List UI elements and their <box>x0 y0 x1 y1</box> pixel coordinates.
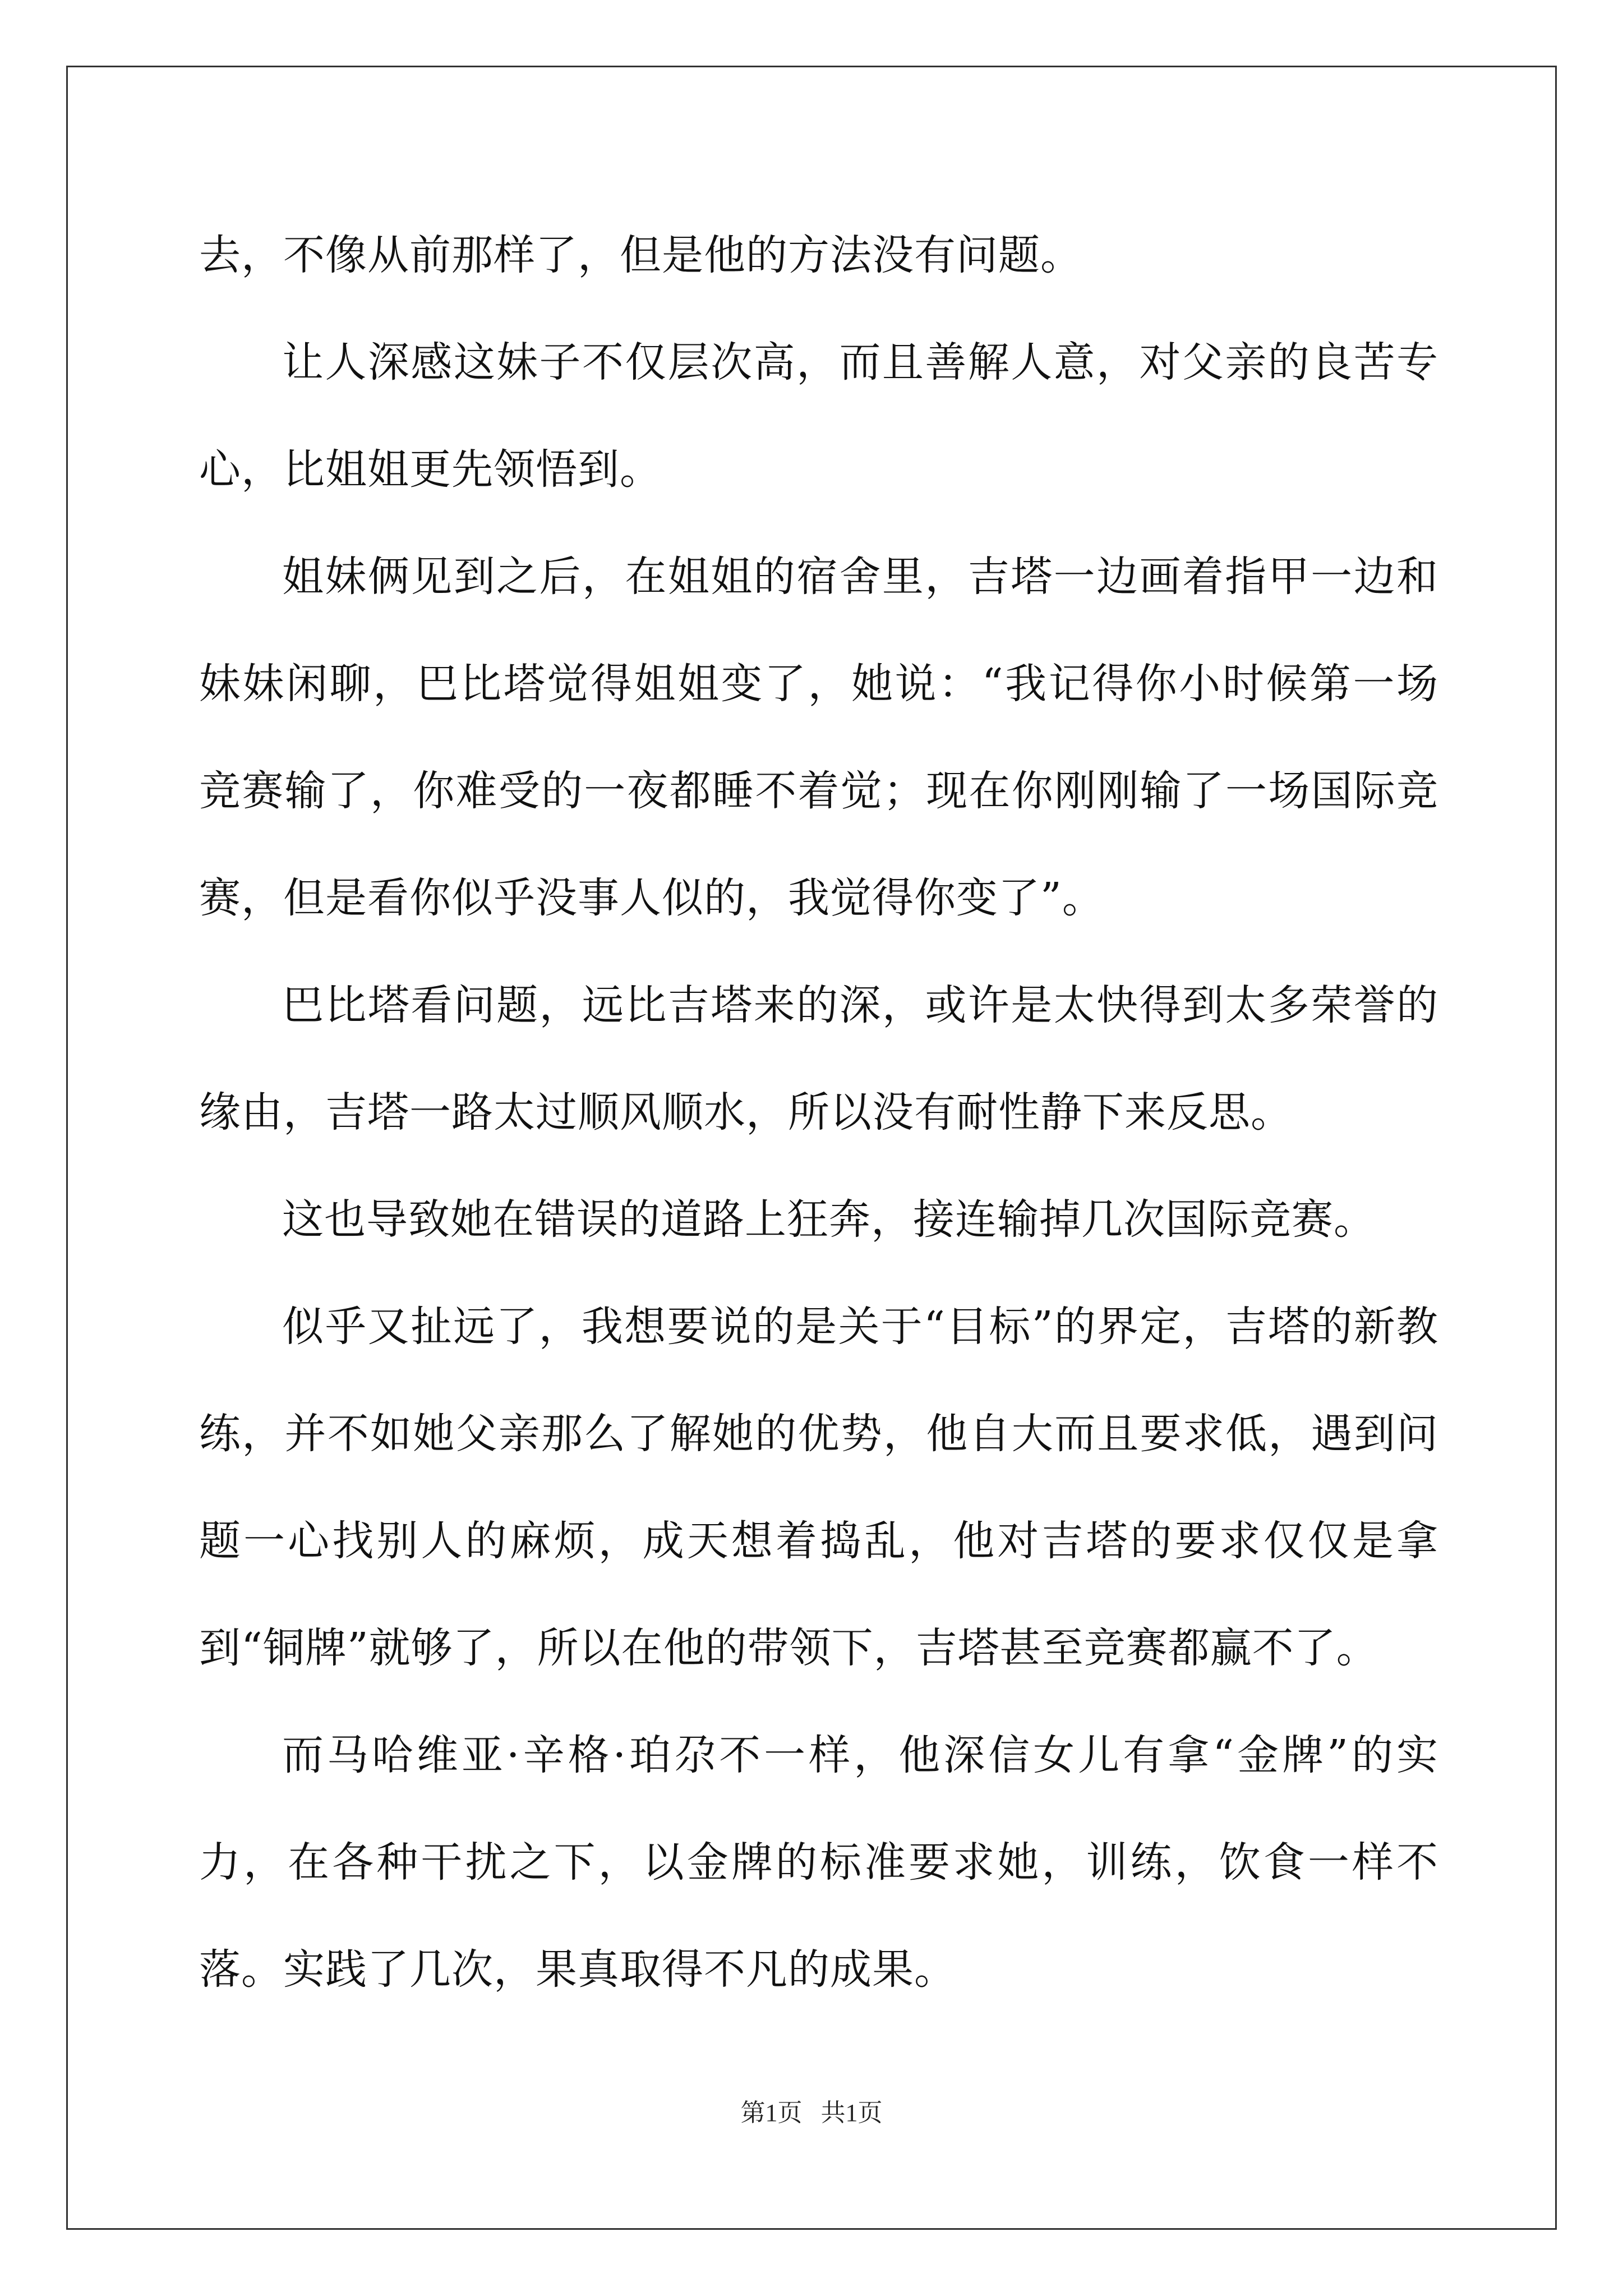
page-footer <box>0 2092 1623 2128</box>
page-number: 第1页 <box>740 2099 803 2127</box>
paragraph-1: 去，不像从前那样了，但是他的方法没有问题。 <box>199 231 1082 279</box>
paragraph-2: 让人深感这妹子不仅层次高，而且善解人意，对父亲的良苦专心，比姐姐更先领悟到。 <box>199 338 1438 494</box>
paragraph-7: 而马哈维亚·辛格·珀尕不一样，他深信女儿有拿“金牌”的实力，在各种干扰之下，以金牌的标准要求她，训练，饮食一样不落。实践了几次，果真取得不凡的成果。 <box>199 1731 1438 1994</box>
page-total: 共1页 <box>820 2099 883 2127</box>
paragraph-5: 这也导致她在错误的道路上狂奔，接连输掉几次国际竞赛。 <box>282 1195 1376 1244</box>
paragraph-6: 似乎又扯远了，我想要说的是关于“目标”的界定，吉塔的新教练，并不如她父亲那么了解她的优势，他自大而且要求低，遇到问题一心找别人的麻烦，成天想着捣乱，他对吉塔的要求仅仅是拿到“铜牌”就够了，所以在他的带领下，吉塔甚至竞赛都赢不了。 <box>199 1303 1438 1672</box>
paragraph-3: 姐妹俩见到之后，在姐姐的宿舍里，吉塔一边画着指甲一边和妹妹闲聊，巴比塔觉得姐姐变了，她说：“我记得你小时候第一场竞赛输了，你难受的一夜都睡不着觉；现在你刚刚输了一场国际竞赛，但是看你似乎没事人似的，我觉得你变了”。 <box>199 553 1438 922</box>
document-body <box>199 202 1438 2023</box>
paragraph-4: 巴比塔看问题，远比吉塔来的深，或许是太快得到太多荣誉的缘由，吉塔一路太过顺风顺水，所以没有耐性静下来反思。 <box>199 981 1438 1137</box>
